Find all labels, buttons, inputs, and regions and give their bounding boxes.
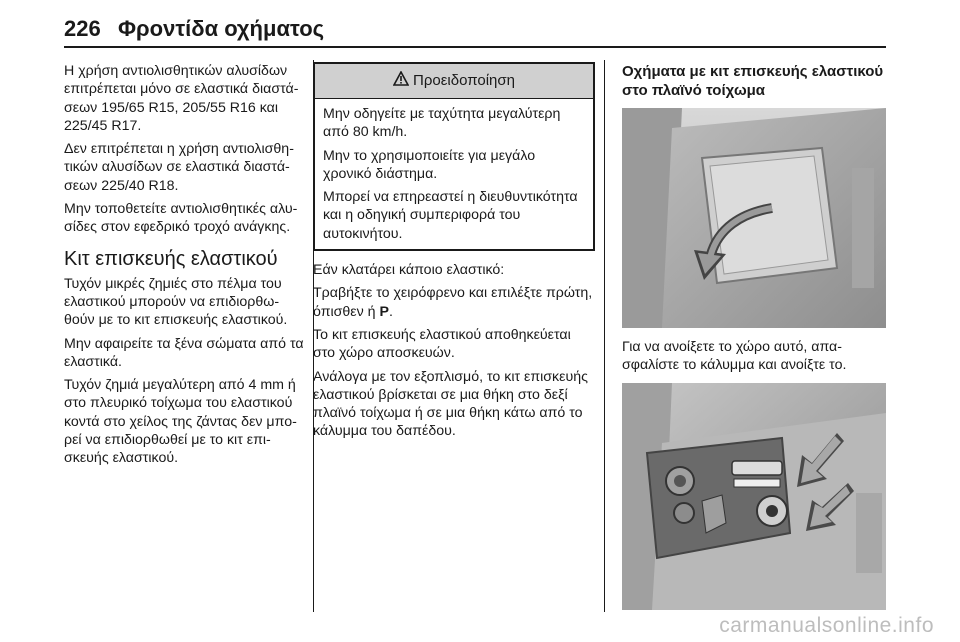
page-number: 226 [64,16,101,41]
gear-p-label: P [379,303,389,320]
header-rule [64,46,886,48]
warning-item: Μην το χρησιμοποιείτε για μεγάλο χρονικό διάστημα. [323,147,536,182]
warning-item: Μπορεί να επηρεαστεί η διευθυντικότητα και η οδηγική συμπεριφορά του αυτοκινήτου. [323,189,578,242]
paragraph-kit-storage: Το κιτ επισκευής ελαστικού αποθηκεύεται στο χώρο αποσκευών. [313,326,571,362]
paragraph-foreign-bodies: Μην αφαιρείτε τα ξένα σώματα από τα ελαστικά. [64,335,304,370]
paragraph-small-damage: Τυχόν μικρές ζημιές στο πέλμα του ελαστικού μπορούν να επιδιορθωθούν με το κιτ επισκευής ελαστικού. [64,275,288,329]
repair-kit-compartment-illustration [622,383,886,610]
warning-header [315,64,593,99]
paragraph-kit-location: Ανάλογα με τον εξοπλισμό, το κιτ επισκευής ελαστικού βρίσκεται σε μια θήκη στο δεξί πλαϊνό τοίχωμα ή σε μια θήκη κάτω από το κάλυμμα του δαπέδου. [313,368,588,440]
paragraph-spare-wheel: Μην τοποθετείτε αντιολισθητικές αλυσίδες στον εφεδρικό τροχό ανάγκης. [64,201,298,236]
column-right [622,62,886,610]
column-middle [313,62,595,446]
warning-item: Μην οδηγείτε με ταχύτητα μεγαλύτερη από 80 km/h. [323,106,561,141]
column-left [64,62,304,473]
trunk-side-cover-illustration [622,108,886,328]
section-heading-repair-kit: Κιτ επισκευής ελαστικού [64,247,278,270]
subheading-side-wall-kit: Οχήματα με κιτ επισκευής ελαστικού στο πλαϊνό τοίχωμα [622,63,884,99]
page-title: Φροντίδα οχήματος [118,16,325,41]
warning-triangle-icon [393,71,409,91]
paragraph-chain-forbidden: Δεν επιτρέπεται η χρήση αντιολισθητικών αλυσίδων σε ελαστικά διαστάσεων 225/40 R18. [64,141,294,194]
watermark: carmanualsonline.info [719,614,934,637]
paragraph-chain-sizes: Η χρήση αντιολισθητικών αλυσίδων επιτρέπεται μόνο σε ελαστικά διαστάσεων 195/65 R15, 205/55 R16 και 225/45 R17. [64,63,299,134]
paragraph-open-cover: Για να ανοίξετε το χώρο αυτό, απασφαλίστε το κάλυμμα και ανοίξτε το. [622,339,847,374]
warning-body [315,99,593,249]
warning-box [313,62,595,251]
paragraph-handbrake: Τραβήξτε το χειρόφρενο και επιλέξτε πρώτη, όπισθεν ή P. [313,285,593,320]
warning-title: Προειδοποίηση [413,71,515,89]
page-header [0,0,960,48]
paragraph-large-damage: Τυχόν ζημιά μεγαλύτερη από 4 mm ή στο πλευρικό τοίχωμα του ελαστικού κοντά στο χείλος της ζάντας δεν μπορεί να επιδιορθωθεί με το κιτ επισκευής ελαστικού. [64,377,297,467]
paragraph-flat-tyre: Εάν κλατάρει κάποιο ελαστικό: [313,262,505,279]
column-divider-2 [604,60,605,612]
